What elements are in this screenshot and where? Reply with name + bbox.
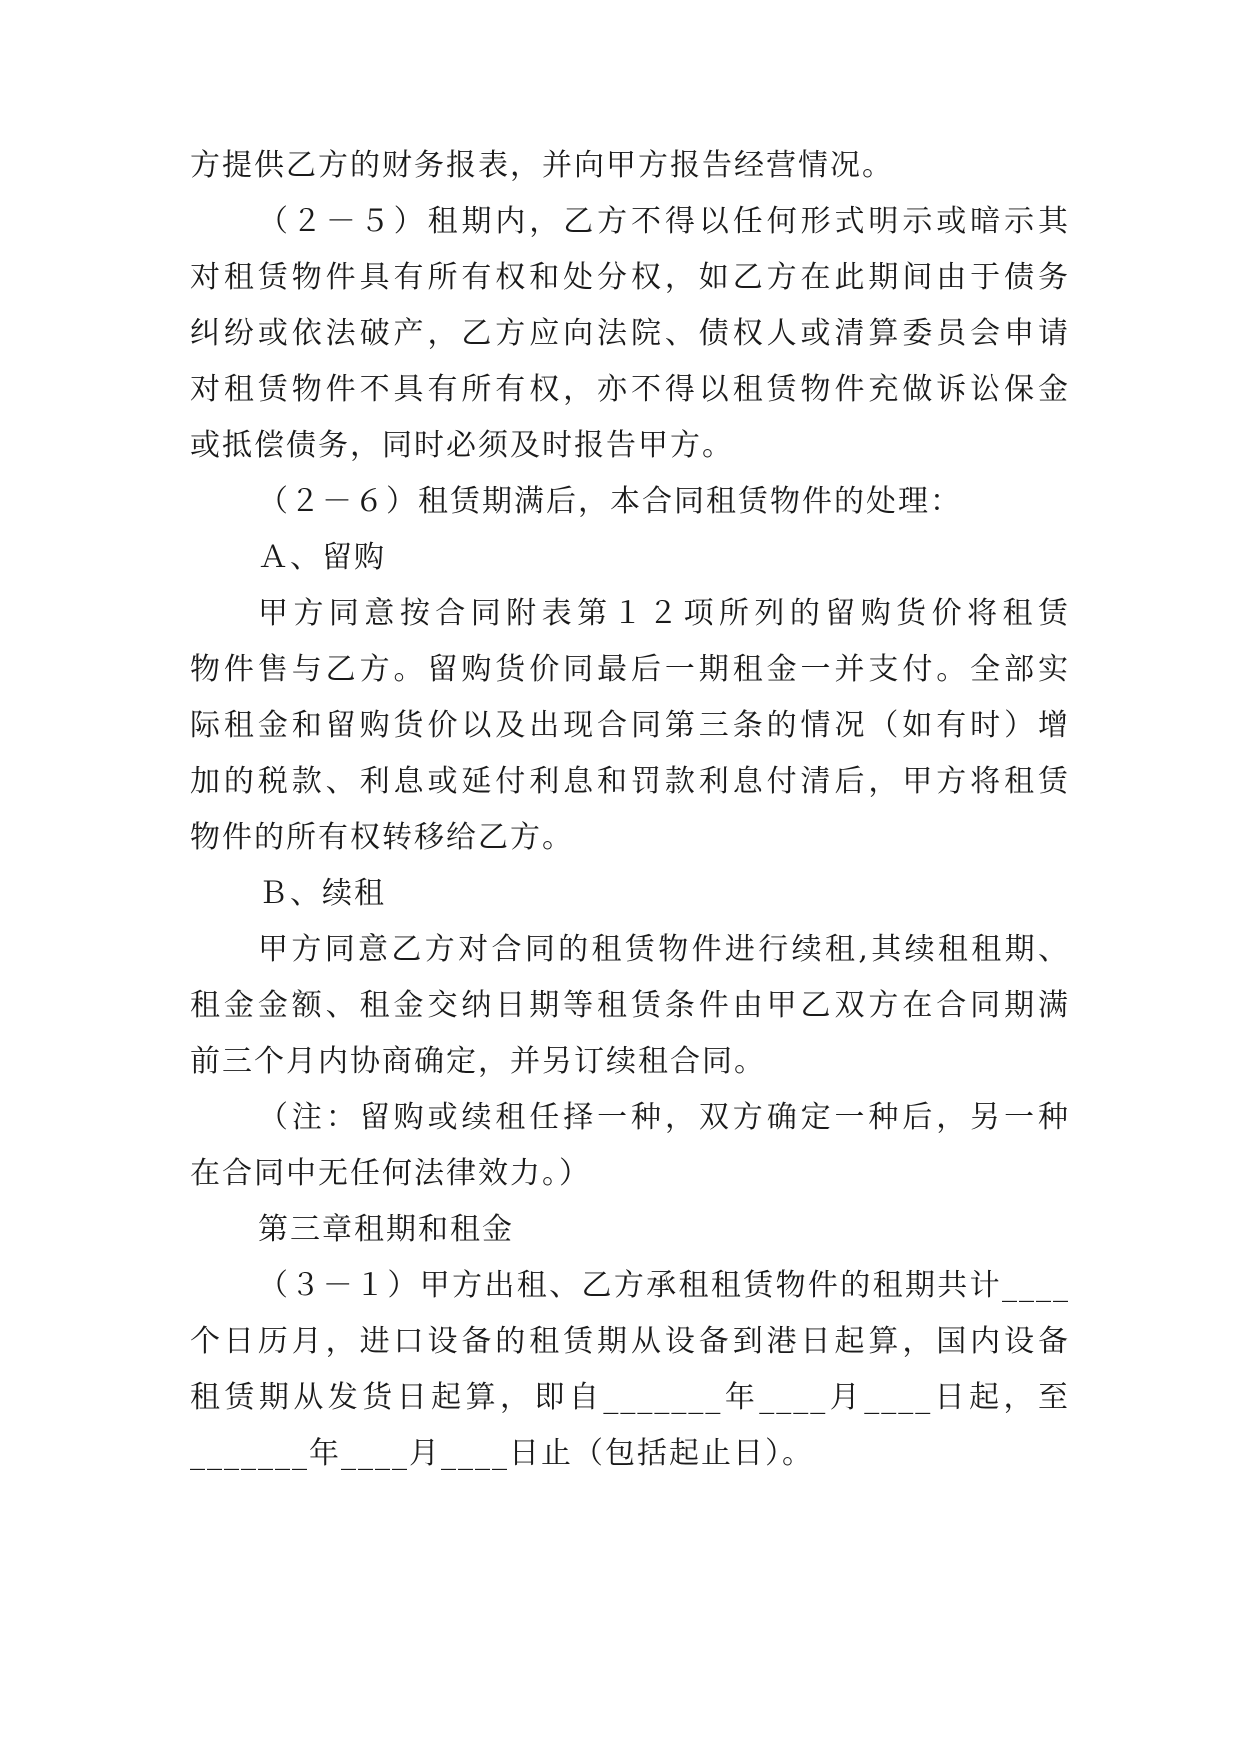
text-line: _______年____月____日止（包括起止日）。	[190, 1436, 814, 1471]
text-line: （注：留购或续租任择一种，双方确定一种后，另一种	[258, 1100, 1070, 1135]
section-heading: Ｂ、续租	[258, 876, 386, 911]
text-line: 纠纷或依法破产，乙方应向法院、债权人或清算委员会申请	[190, 316, 1070, 351]
text-line: （３－１）甲方出租、乙方承租租赁物件的租期共计____	[258, 1268, 1070, 1303]
text-line: 际租金和留购货价以及出现合同第三条的情况（如有时）增	[190, 708, 1070, 743]
text-line: 甲方同意按合同附表第１２项所列的留购货价将租赁	[258, 596, 1070, 631]
text-line: 对租赁物件不具有所有权，亦不得以租赁物件充做诉讼保金	[190, 372, 1070, 407]
text-line: 在合同中无任何法律效力。）	[190, 1156, 591, 1191]
chapter-heading: 第三章租期和租金	[258, 1212, 514, 1247]
text-line: 租赁期从发货日起算，即自_______年____月____日起，至	[190, 1380, 1070, 1415]
text-line: 租金金额、租金交纳日期等租赁条件由甲乙双方在合同期满	[190, 988, 1070, 1023]
text-line: 对租赁物件具有所有权和处分权，如乙方在此期间由于债务	[190, 260, 1070, 295]
text-line: （２－５）租期内，乙方不得以任何形式明示或暗示其	[258, 204, 1070, 239]
text-line: 前三个月内协商确定，并另订续租合同。	[190, 1044, 766, 1079]
text-line: 甲方同意乙方对合同的租赁物件进行续租,其续租租期、	[258, 932, 1070, 967]
section-heading: Ａ、留购	[258, 540, 386, 575]
text-line: 物件售与乙方。留购货价同最后一期租金一并支付。全部实	[190, 652, 1070, 687]
text-line: 方提供乙方的财务报表，并向甲方报告经营情况。	[190, 148, 894, 183]
text-line: 个日历月，进口设备的租赁期从设备到港日起算，国内设备	[190, 1324, 1070, 1359]
text-line: （２－６）租赁期满后，本合同租赁物件的处理：	[258, 484, 962, 519]
text-line: 加的税款、利息或延付利息和罚款利息付清后，甲方将租赁	[190, 764, 1070, 799]
text-line: 物件的所有权转移给乙方。	[190, 820, 574, 855]
text-line: 或抵偿债务，同时必须及时报告甲方。	[190, 428, 734, 463]
